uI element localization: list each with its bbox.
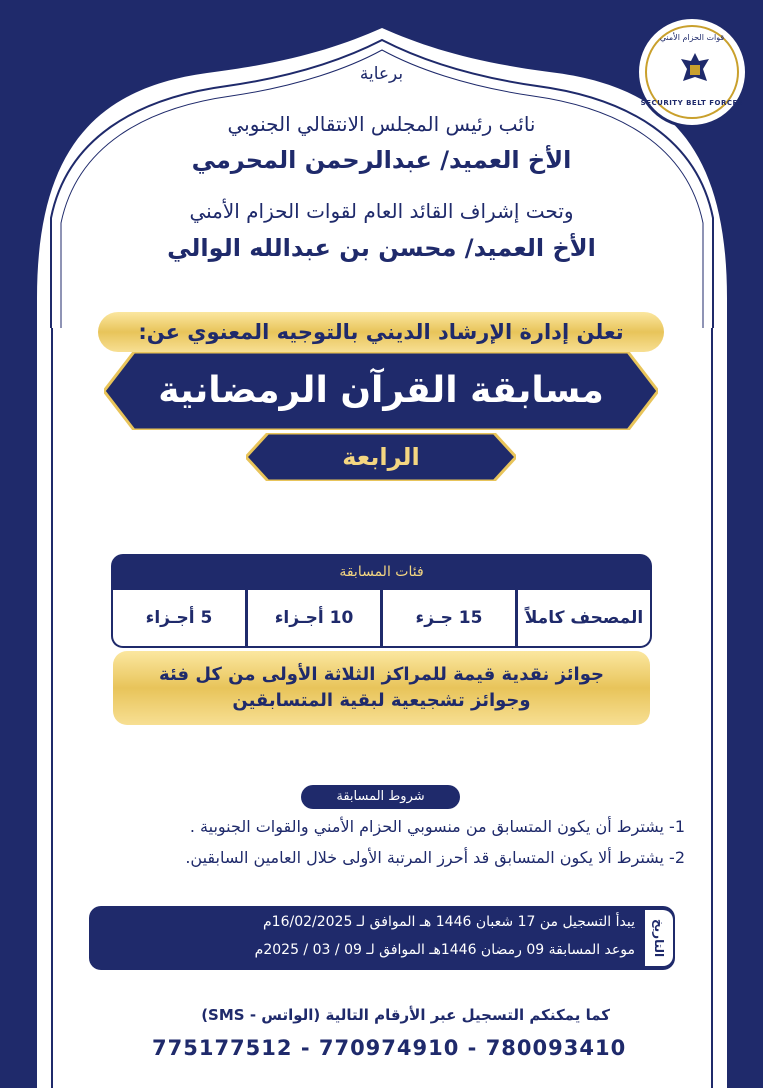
prizes-line-2: وجوائز تشجيعية لبقية المتسابقين	[232, 690, 531, 711]
logo-english-text: SECURITY BELT FORCES	[640, 99, 744, 107]
registration-text: كما يمكنكم التسجيل عبر الأرقام التالية (الواتس - SMS)	[201, 1006, 610, 1024]
patron-title: نائب رئيس المجلس الانتقالي الجنوبي	[227, 112, 536, 136]
categories-header: فئات المسابقة	[339, 564, 424, 580]
edition-label: الرابعة	[342, 443, 420, 471]
announcement-intro: تعلن إدارة الإرشاد الديني بالتوجيه المعنوي عن:	[98, 312, 664, 352]
categories-table	[111, 554, 652, 648]
condition-item: 1- يشترط أن يكون المتسابق من منسوبي الحزام الأمني والقوات الجنوبية .	[189, 817, 685, 836]
contest-title: مسابقة القرآن الرمضانية	[158, 370, 604, 411]
supervisor-name: الأخ العميد/ محسن بن عبدالله الوالي	[167, 234, 596, 262]
category-cell: 5 أجـزاء	[113, 590, 245, 646]
conditions-header: شروط المسابقة	[301, 785, 460, 809]
prizes-box	[113, 651, 650, 725]
border-line-right	[711, 328, 713, 1088]
patronage-label: برعاية	[359, 64, 404, 84]
border-line-left	[51, 328, 53, 1088]
dates-label: التاريخ	[645, 910, 673, 966]
patron-name: الأخ العميد/ عبدالرحمن المحرمي	[191, 146, 572, 174]
dates-box	[89, 906, 675, 970]
registration-date: يبدأ التسجيل من 17 شعبان 1446 هـ الموافق لـ 16/02/2025م	[262, 914, 635, 930]
category-cell: المصحف كاملاً	[518, 590, 650, 646]
phone-numbers: 775177512 - 770974910 - 780093410	[152, 1036, 627, 1060]
condition-item: 2- يشترط ألا يكون المتسابق قد أحرز المرتبة الأولى خلال العامين السابقين.	[185, 848, 685, 867]
contest-date: موعد المسابقة 09 رمضان 1446هـ الموافق لـ 09 / 03 / 2025م	[254, 942, 635, 958]
prizes-line-1: جوائز نقدية قيمة للمراكز الثلاثة الأولى من كل فئة	[159, 664, 604, 685]
logo-arabic-text: قوات الحزام الأمني	[659, 33, 725, 42]
category-cell: 15 جـزء	[383, 590, 515, 646]
category-cell: 10 أجـزاء	[248, 590, 380, 646]
supervision-line: وتحت إشراف القائد العام لقوات الحزام الأمني	[189, 199, 574, 223]
